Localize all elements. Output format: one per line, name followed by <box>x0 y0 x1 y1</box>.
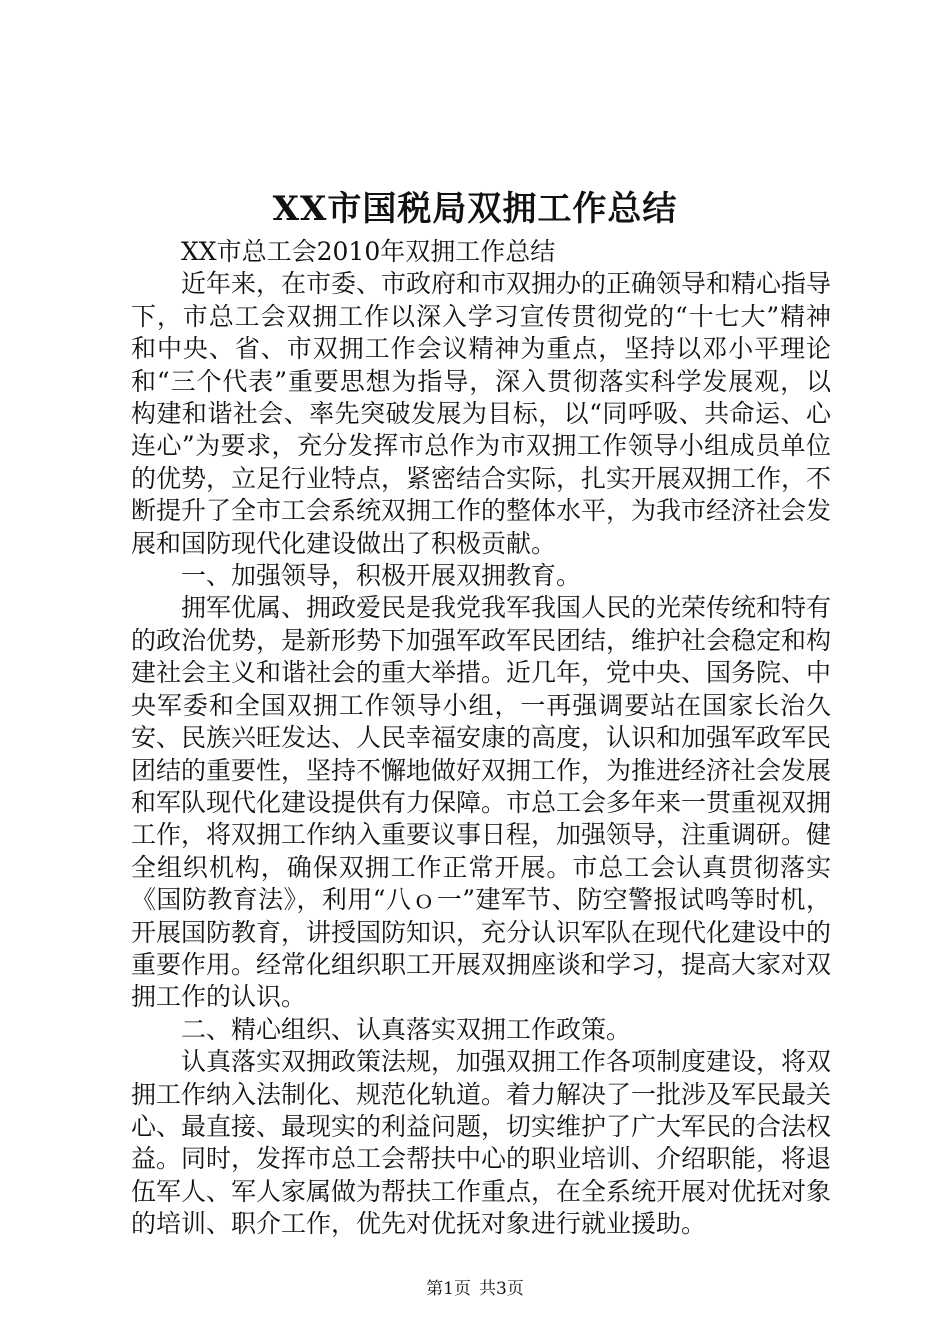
document-subtitle: XX市总工会2010年双拥工作总结 <box>181 237 556 266</box>
paragraph-section-1: 拥军优属、拥政爱民是我党我军我国人民的光荣传统和特有的政治优势，是新形势下加强军政军民团结，维护社会稳定和构建社会主义和谐社会的重大举措。近几年，党中央、国务院、中央军委和全国双拥工作领导小组，一再强调要站在国家长治久安、民族兴旺发达、人民幸福安康的高度，认识和加强军政军民团结的重要性，坚持不懈地做好双拥工作，为推进经济社会发展和军队现代化建设提供有力保障。市总工会多年来一贯重视双拥工作，将双拥工作纳入重要议事日程，加强领导，注重调研。健全组织机构，确保双拥工作正常开展。市总工会认真贯彻落实《国防教育法》，利用“八ｏ一”建军节、防空警报试鸣等时机，开展国防教育，讲授国防知识，充分认识军队在现代化建设中的重要作用。经常化组织职工开展双拥座谈和学习，提高大家对双拥工作的认识。 <box>131 593 832 1012</box>
paragraph-section-2: 认真落实双拥政策法规，加强双拥工作各项制度建设，将双拥工作纳入法制化、规范化轨道。着力解决了一批涉及军民最关心、最直接、最现实的利益问题，切实维护了广大军民的合法权益。同时，发挥市总工会帮扶中心的职业培训、介绍职能，将退伍军人、军人家属做为帮扶工作重点，在全系统开展对优抚对象的培训、职介工作，优先对优抚对象进行就业援助。 <box>131 1047 832 1239</box>
document-body <box>131 236 831 1241</box>
section-heading-1: 一、加强领导，积极开展双拥教育。 <box>181 561 582 591</box>
section-heading-2: 二、精心组织、认真落实双拥工作政策。 <box>181 1014 632 1044</box>
page-total: 共3页 <box>479 1279 524 1299</box>
page-number: 第1页 <box>426 1279 471 1299</box>
document-title: XX市国税局双拥工作总结 <box>272 189 678 229</box>
paragraph-intro: 近年来，在市委、市政府和市双拥办的正确领导和精心指导下，市总工会双拥工作以深入学习宣传贯彻党的“十七大”精神和中央、省、市双拥工作会议精神为重点，坚持以邓小平理论和“三个代表”重要思想为指导，深入贯彻落实科学发展观，以构建和谐社会、率先突破发展为目标，以“同呼吸、共命运、心连心”为要求，充分发挥市总作为市双拥工作领导小组成员单位的优势，立足行业特点，紧密结合实际，扎实开展双拥工作，不断提升了全市工会系统双拥工作的整体水平，为我市经济社会发展和国防现代化建设做出了积极贡献。 <box>131 269 832 558</box>
page-footer <box>0 1278 950 1300</box>
